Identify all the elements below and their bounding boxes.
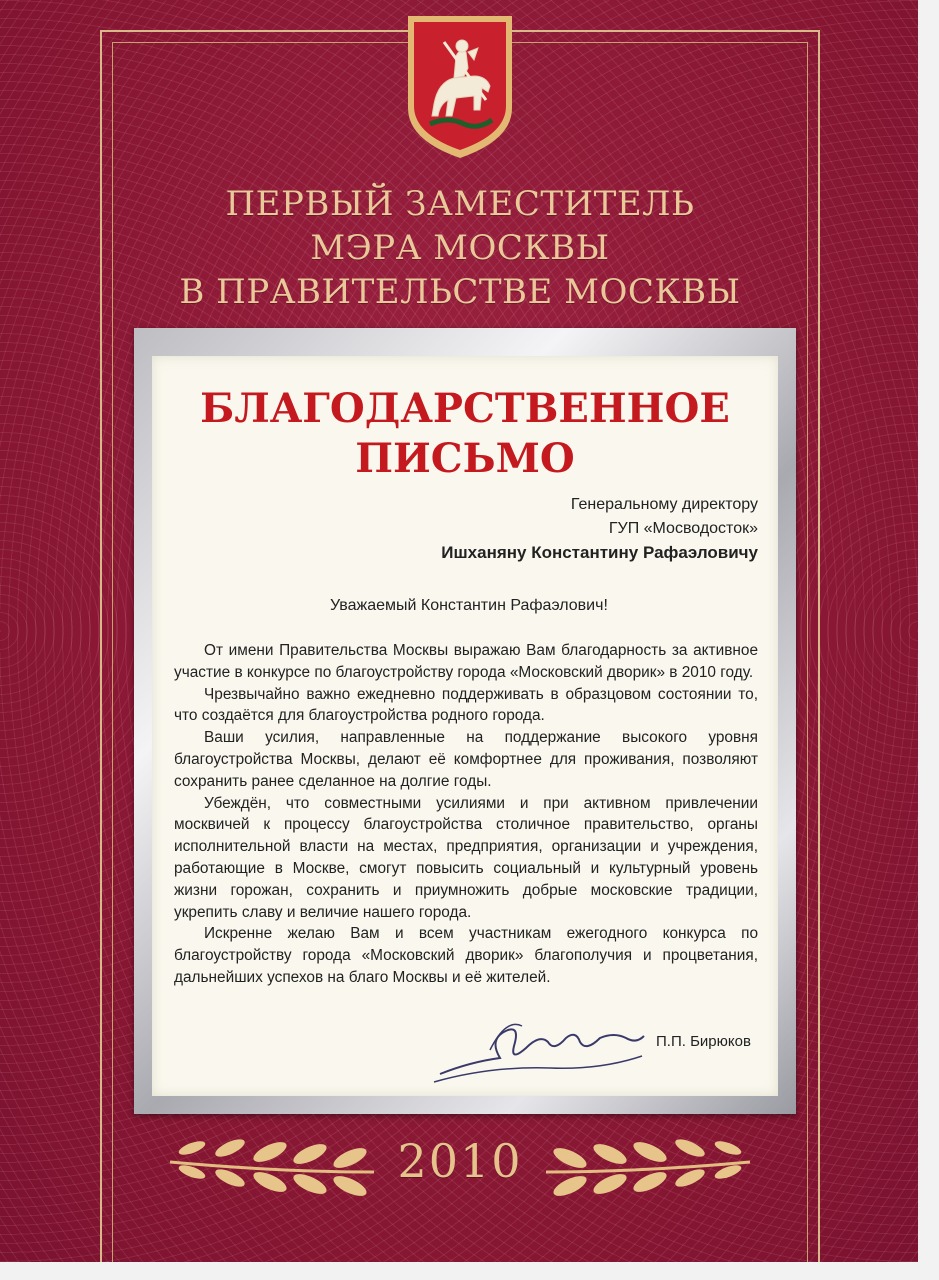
greeting: Уважаемый Константин Рафаэлович! (330, 597, 608, 614)
issuer-heading (110, 182, 810, 314)
handwritten-signature (430, 1008, 650, 1088)
letter-paragraph-5: Искренне желаю Вам и всем участникам ежегодного конкурса по благоустройству города «Московский дворик» благополучия и процветания, дальнейших успехов на благо Москвы и её жителей. (174, 925, 758, 986)
issuer-heading-line-3: В ПРАВИТЕЛЬСТВЕ МОСКВЫ (179, 272, 741, 312)
letter-paragraph-1: От имени Правительства Москвы выражаю Вам благодарность за активное участие в конкурсе по благоустройству города «Московский дворик» в 2010 году. (174, 642, 758, 681)
year-label: 2010 (397, 1134, 523, 1188)
letter-paragraph-4: Убеждён, что совместными усилиями и при активном привлечении москвичей к процессу благоустройства столичное правительство, органы исполнительной власти на местах, предприятия, организации и учреждения, работающие в Москве, смогут повысить социальный и культурный уровень жизни горожан, сохранить и приумножить добрые московские традиции, укрепить славу и величие нашего города. (174, 794, 758, 921)
letter-body (174, 640, 758, 989)
letter-paragraph-2: Чрезвычайно важно ежедневно поддерживать в образцовом состоянии то, что создаётся для благоустройства родного города. (174, 685, 758, 725)
signer-name: П.П. Бирюков (656, 1033, 751, 1050)
laurel-branch-icon (160, 1128, 380, 1208)
addressee-organization: ГУП «Мосводосток» (608, 520, 758, 537)
document-title (152, 384, 778, 484)
laurel-branch-icon (540, 1128, 760, 1208)
addressee-position: Генеральному директору (570, 496, 758, 513)
moscow-coat-of-arms-icon (404, 12, 516, 160)
issuer-heading-line-2: МЭРА МОСКВЫ (310, 228, 610, 268)
addressee-name: Ишханяну Константину Рафаэловичу (441, 543, 758, 562)
letter-paragraph-3: Ваши усилия, направленные на поддержание высокого уровня благоустройства Москвы, делают её комфортнее для проживания, позволяют сохранить ранее сделанное на долгие годы. (174, 729, 758, 790)
document-title-line-1: БЛАГОДАРСТВЕННОЕ (200, 385, 730, 432)
document-title-line-2: ПИСЬМО (355, 435, 575, 482)
issuer-heading-line-1: ПЕРВЫЙ ЗАМЕСТИТЕЛЬ (225, 184, 695, 224)
addressee-block (441, 493, 758, 565)
